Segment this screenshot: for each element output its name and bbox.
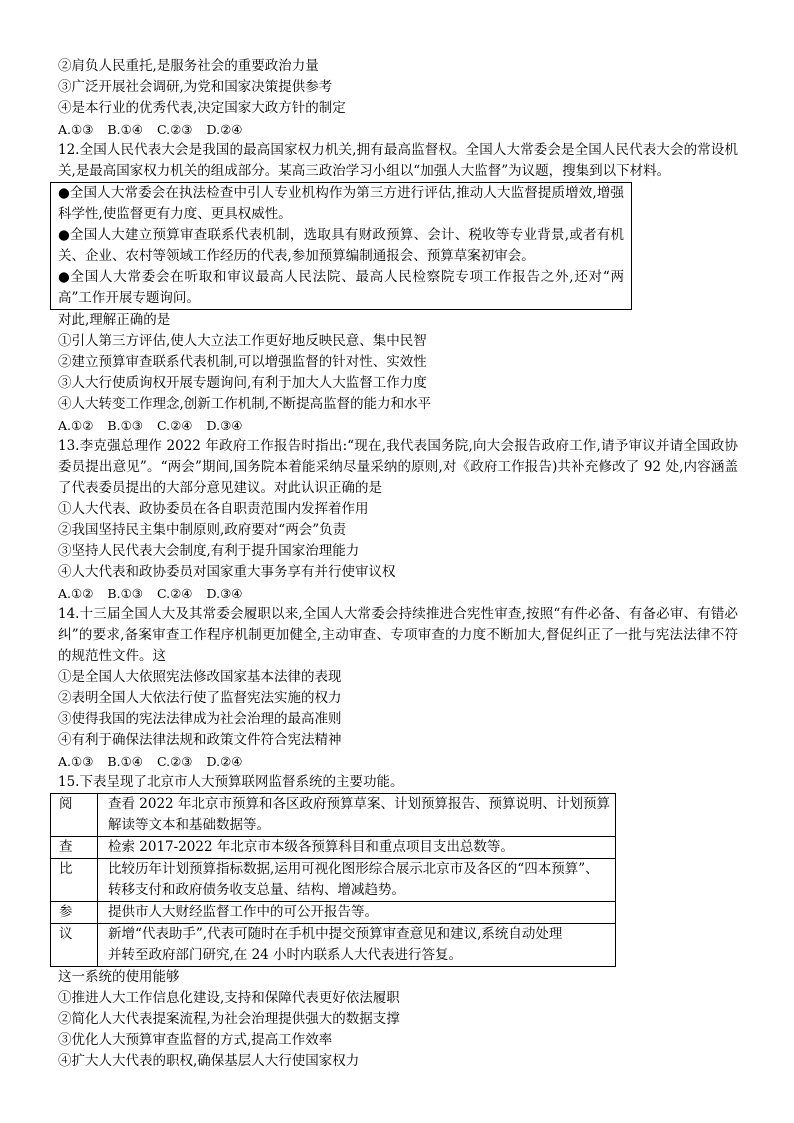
table-row bbox=[51, 924, 616, 967]
choice-a: A.①③ bbox=[58, 122, 94, 137]
q13-option-2: ②我国坚持民主集中制原则,政府要对“两会”负责 bbox=[58, 522, 347, 538]
q15-option-3: ③优化人大预算审查监督的方式,提高工作效率 bbox=[58, 1032, 333, 1048]
table-value bbox=[98, 837, 616, 859]
table-row bbox=[51, 794, 616, 837]
q14-option-1: ①是全国人大依照宪法修改国家基本法律的表现 bbox=[58, 669, 342, 685]
q15-option-1: ①推进人大工作信息化建设,支持和保障代表更好依法履职 bbox=[58, 990, 400, 1006]
q12-option-2: ②建立预算审查联系代表机制,可以增强监督的针对性、实效性 bbox=[58, 354, 427, 370]
choice-d: D.③④ bbox=[206, 586, 243, 601]
q15-option-2: ②简化人大代表提案流程,为社会治理提供强大的数据支撑 bbox=[58, 1011, 400, 1027]
q14-option-3: ③使得我国的宪法法律成为社会治理的最高准则 bbox=[58, 711, 342, 727]
table-row bbox=[51, 859, 616, 902]
q15-stem: 15.下表呈现了北京市人大预算联网监督系统的主要功能。 bbox=[58, 774, 404, 790]
table-key: 阅 bbox=[51, 794, 98, 837]
q15-question: 这一系统的使用能够 bbox=[58, 969, 180, 985]
q15-function-table bbox=[50, 793, 616, 967]
table-row bbox=[51, 837, 616, 859]
q11-choices bbox=[58, 119, 738, 140]
choice-c: C.②④ bbox=[157, 418, 193, 433]
q14-choices bbox=[58, 751, 738, 772]
q12-material-2: ●全国人大建立预算审查联系代表机制，选取具有财政预算、会计、税收等专业背景,或者有机关、企业、农村等领域工作经历的代表,参加预算编制通报会、预算草案初审会。 bbox=[58, 227, 624, 264]
choice-d: D.③④ bbox=[206, 418, 243, 433]
q12-option-3: ③人大行使质询权开展专题询问,有利于加大人大监督工作力度 bbox=[58, 375, 427, 391]
choice-a: A.①② bbox=[58, 418, 94, 433]
choice-a: A.①③ bbox=[58, 754, 94, 769]
q13-stem: 13.李克强总理作 2022 年政府工作报告时指出:“现在,我代表国务院,向大会报告政府工作,请予审议并请全国政协委员提出意见”。“两会”期间,国务院本着能采纳尽量采纳的原则,对《政府工作报告)共补充修改了 92 处,内容涵盖了代表委员提出的大部分意见建议。对此认识正确的是 bbox=[58, 438, 738, 496]
q15-option-4: ④扩大人大代表的职权,确保基层人大行使国家权力 bbox=[58, 1053, 360, 1069]
q14-option-4: ④有利于确保法律法规和政策文件符合宪法精神 bbox=[58, 732, 342, 748]
q12-materials-box bbox=[50, 182, 632, 310]
q11-option-3: ③广泛开展社会调研,为党和国家决策提供参考 bbox=[58, 79, 333, 95]
exam-page bbox=[58, 56, 738, 1072]
choice-b: B.①④ bbox=[107, 754, 143, 769]
q13-choices bbox=[58, 583, 738, 604]
choice-d: D.②④ bbox=[206, 754, 243, 769]
table-value bbox=[98, 794, 616, 837]
table-value-line: 转移支付和政府债务收支总量、结构、增减趋势。 bbox=[108, 882, 405, 898]
q12-choices bbox=[58, 415, 738, 436]
choice-b: B.①③ bbox=[107, 418, 143, 433]
choice-b: B.①④ bbox=[107, 122, 143, 137]
q12-option-1: ①引人第三方评估,使人大立法工作更好地反映民意、集中民智 bbox=[58, 333, 427, 349]
table-value-line: 比较历年计划预算指标数据,运用可视化图形综合展示北京市及各区的“四本预算”、 bbox=[108, 861, 599, 877]
table-value-line: 查看 2022 年北京市预算和各区政府预算草案、计划预算报告、预算说明、计划预算 bbox=[108, 796, 610, 812]
table-value-line: 提供市人大财经监督工作中的可公开报告等。 bbox=[108, 904, 378, 920]
q12-stem: 12.全国人民代表大会是我国的最高国家权力机关,拥有最高监督权。全国人大常委会是全国人民代表大会的常设机关,是最高国家权力机关的组成部分。某高三政治学习小组以“加强人大监督”为议题，搜集到以下材料。 bbox=[58, 142, 738, 179]
table-row bbox=[51, 902, 616, 924]
table-value-line: 解读等文本和基础数据等。 bbox=[108, 817, 270, 833]
choice-d: D.②④ bbox=[206, 122, 243, 137]
choice-a: A.①② bbox=[58, 586, 94, 601]
q12-material-1: ●全国人大常委会在执法检查中引人专业机构作为第三方进行评估,推动人大监督提质增效,增强科学性,使监督更有力度、更具权威性。 bbox=[58, 185, 624, 222]
table-value-line: 并转至政府部门研究,在 24 小时内联系人大代表进行答复。 bbox=[108, 947, 463, 963]
q14-stem: 14.十三届全国人大及其常委会履职以来,全国人大常委会持续推进合宪性审查,按照“有件必备、有备必审、有错必纠”的要求,备案审查工作程序机制更加健全,主动审查、专项审查的力度不断加大,督促纠正了一批与宪法法律不符的规范性文件。这 bbox=[58, 606, 738, 664]
q11-option-2: ②肩负人民重托,是服务社会的重要政治力量 bbox=[58, 58, 319, 74]
q11-option-4: ④是本行业的优秀代表,决定国家大政方针的制定 bbox=[58, 100, 346, 116]
table-key: 参 bbox=[51, 902, 98, 924]
table-value-line: 检索 2017-2022 年北京市本级各预算科目和重点项目支出总数等。 bbox=[108, 839, 514, 855]
q12-material-3: ●全国人大常委会在听取和审议最高人民法院、最高人民检察院专项工作报告之外,还对“两高”工作开展专题询问。 bbox=[58, 269, 624, 306]
choice-c: C.②③ bbox=[157, 754, 193, 769]
table-value bbox=[98, 902, 616, 924]
choice-c: C.②③ bbox=[157, 122, 193, 137]
q13-option-1: ①人大代表、政协委员在各自职责范围内发挥着作用 bbox=[58, 501, 369, 517]
q13-option-3: ③坚持人民代表大会制度,有利于提升国家治理能力 bbox=[58, 543, 360, 559]
q12-question: 对此,理解正确的是 bbox=[58, 312, 171, 328]
choice-b: B.①③ bbox=[107, 586, 143, 601]
table-value-line: 新增“代表助手”,代表可随时在手机中提交预算审查意见和建议,系统自动处理 bbox=[108, 926, 563, 942]
q14-option-2: ②表明全国人大依法行使了监督宪法实施的权力 bbox=[58, 690, 342, 706]
choice-c: C.②④ bbox=[157, 586, 193, 601]
table-key: 比 bbox=[51, 859, 98, 902]
table-key: 议 bbox=[51, 924, 98, 967]
table-value bbox=[98, 859, 616, 902]
table-value bbox=[98, 924, 616, 967]
q13-option-4: ④人大代表和政协委员对国家重大事务享有并行使审议权 bbox=[58, 564, 396, 580]
q12-option-4: ④人大转变工作理念,创新工作机制,不断提高监督的能力和水平 bbox=[58, 396, 432, 412]
table-key: 查 bbox=[51, 837, 98, 859]
